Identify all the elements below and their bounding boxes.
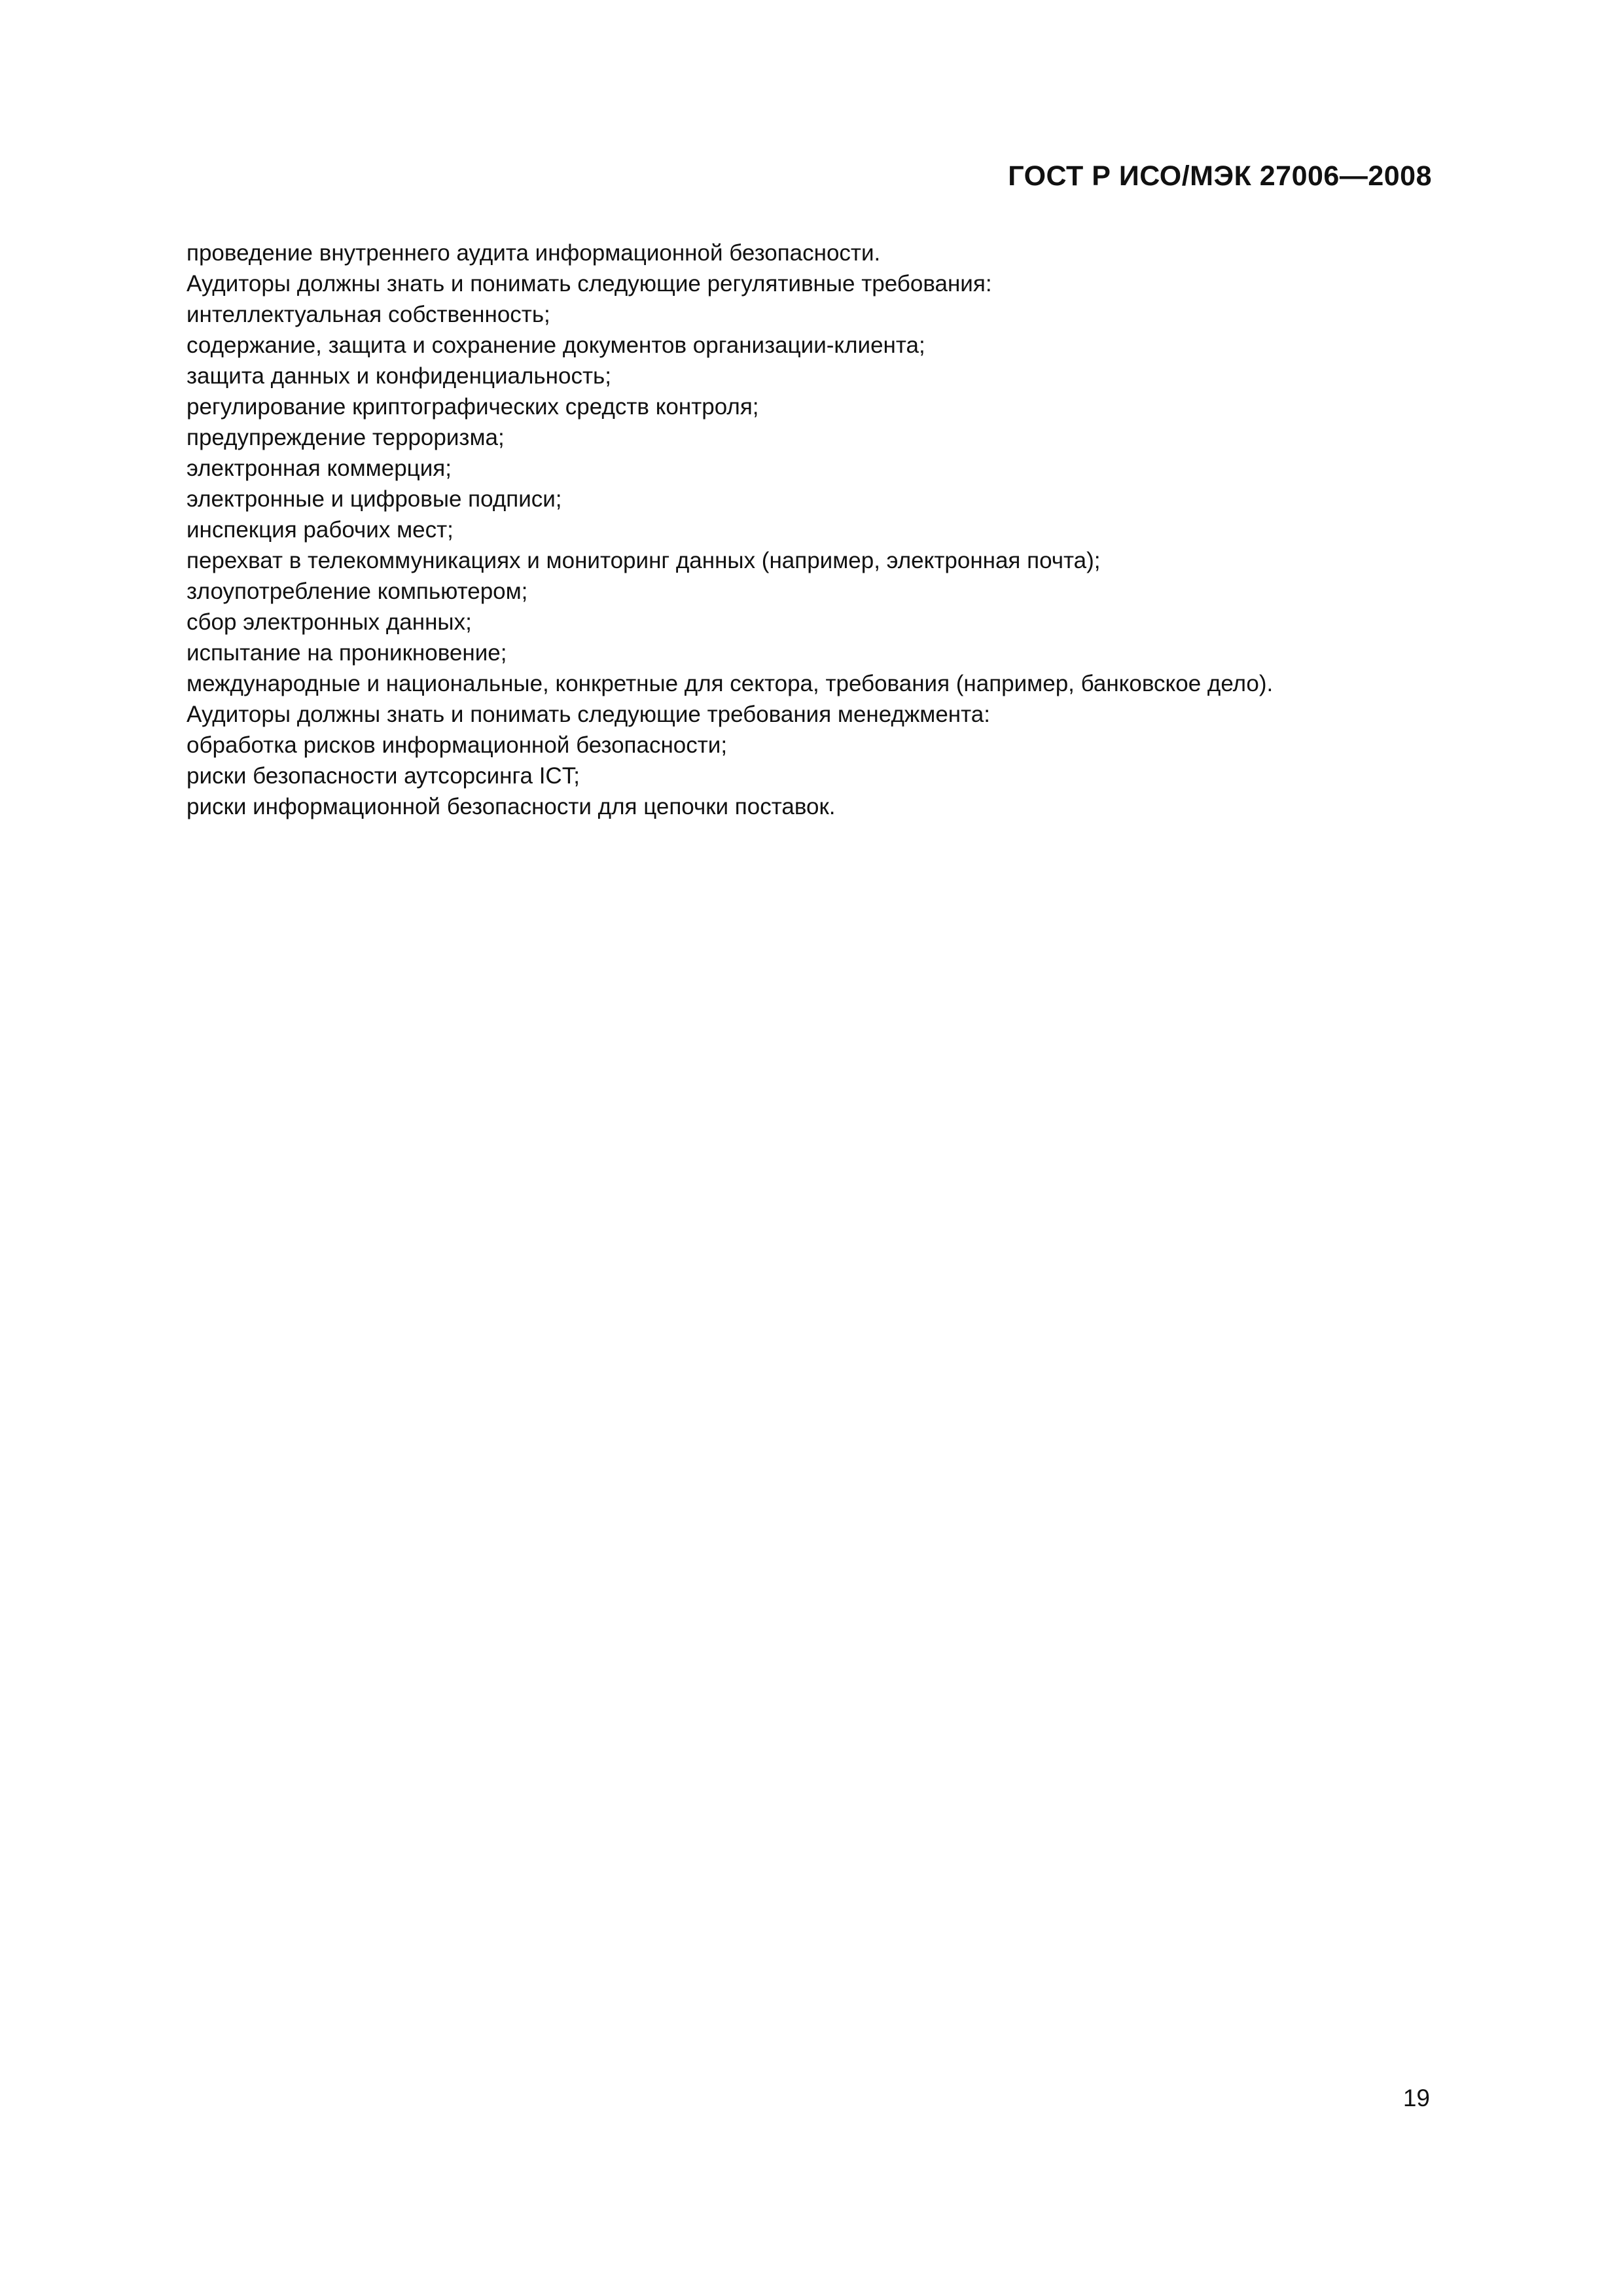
text-line: злоупотребление компьютером; [187, 579, 528, 604]
text-line: риски безопасности аутсорсинга ICT; [187, 763, 580, 789]
text-line: содержание, защита и сохранение документов организации-клиента; [187, 332, 925, 358]
text-line: проведение внутреннего аудита информационной безопасности. [187, 240, 881, 266]
text-line: инспекция рабочих мест; [187, 517, 454, 543]
text-line: предупреждение терроризма; [187, 425, 505, 450]
text-line: Аудиторы должны знать и понимать следующие требования менеджмента: [187, 702, 990, 727]
text-line: международные и национальные, конкретные для сектора, требования (например, банковское дело). [187, 671, 1274, 696]
text-line: регулирование криптографических средств контроля; [187, 394, 759, 420]
page-number: 19 [1402, 2085, 1430, 2111]
text-line: электронные и цифровые подписи; [187, 486, 562, 512]
text-line: электронная коммерция; [187, 456, 452, 481]
standard-header: ГОСТ Р ИСО/МЭК 27006—2008 [1008, 160, 1432, 192]
text-line: перехват в телекоммуникациях и мониторинг данных (например, электронная почта); [187, 548, 1101, 573]
text-line: Аудиторы должны знать и понимать следующие регулятивные требования: [187, 271, 992, 296]
text-line: защита данных и конфиденциальность; [187, 363, 611, 389]
text-line: испытание на проникновение; [187, 640, 507, 666]
body-text [187, 238, 1430, 822]
text-line: сбор электронных данных; [187, 609, 472, 635]
text-line: обработка рисков информационной безопасности; [187, 732, 728, 758]
text-line: интеллектуальная собственность; [187, 302, 550, 327]
text-line: риски информационной безопасности для цепочки поставок. [187, 794, 836, 819]
